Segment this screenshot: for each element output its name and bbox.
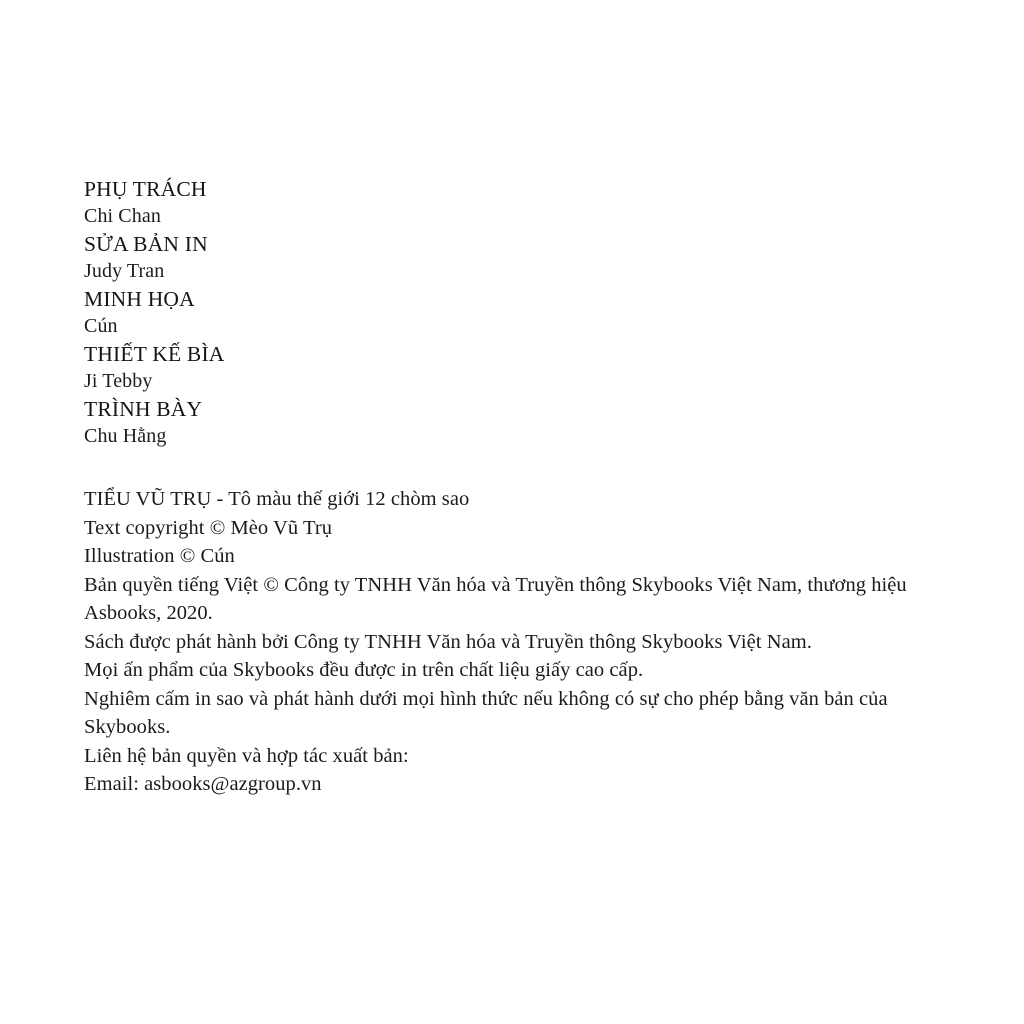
credit-role-phu-trach: PHỤ TRÁCH [84,177,207,201]
copyright-block [84,485,954,799]
vietnamese-rights-line: Bản quyền tiếng Việt © Công ty TNHH Văn hóa và Truyền thông Skybooks Việt Nam, thương hiệu Asbooks, 2020. [84,573,907,624]
credit-role-minh-hoa: MINH HỌA [84,287,195,311]
contact-label: Liên hệ bản quyền và hợp tác xuất bản: [84,744,409,767]
book-title-line: TIỂU VŨ TRỤ - Tô màu thế giới 12 chòm sao [84,488,470,510]
text-copyright-line: Text copyright © Mèo Vũ Trụ [84,516,333,539]
page-content [84,176,954,799]
credit-name-trinh-bay: Chu Hằng [84,424,167,447]
credit-name-sua-ban-in: Judy Tran [84,259,165,282]
credit-name-minh-hoa: Cún [84,314,118,337]
publisher-line: Sách được phát hành bởi Công ty TNHH Văn hóa và Truyền thông Skybooks Việt Nam. [84,630,812,653]
credit-role-trinh-bay: TRÌNH BÀY [84,397,203,421]
prohibition-line: Nghiêm cấm in sao và phát hành dưới mọi hình thức nếu không có sự cho phép bằng văn bản của Skybooks. [84,687,888,738]
credits-block [84,176,954,449]
credit-name-thiet-ke-bia: Ji Tebby [84,369,153,392]
contact-email-line: Email: asbooks@azgroup.vn [84,773,322,795]
paper-quality-line: Mọi ấn phẩm của Skybooks đều được in trên chất liệu giấy cao cấp. [84,659,644,681]
illustration-copyright-line: Illustration © Cún [84,545,235,567]
credit-role-sua-ban-in: SỬA BẢN IN [84,232,208,256]
credit-role-thiet-ke-bia: THIẾT KẾ BÌA [84,342,225,366]
credit-name-phu-trach: Chi Chan [84,204,161,227]
